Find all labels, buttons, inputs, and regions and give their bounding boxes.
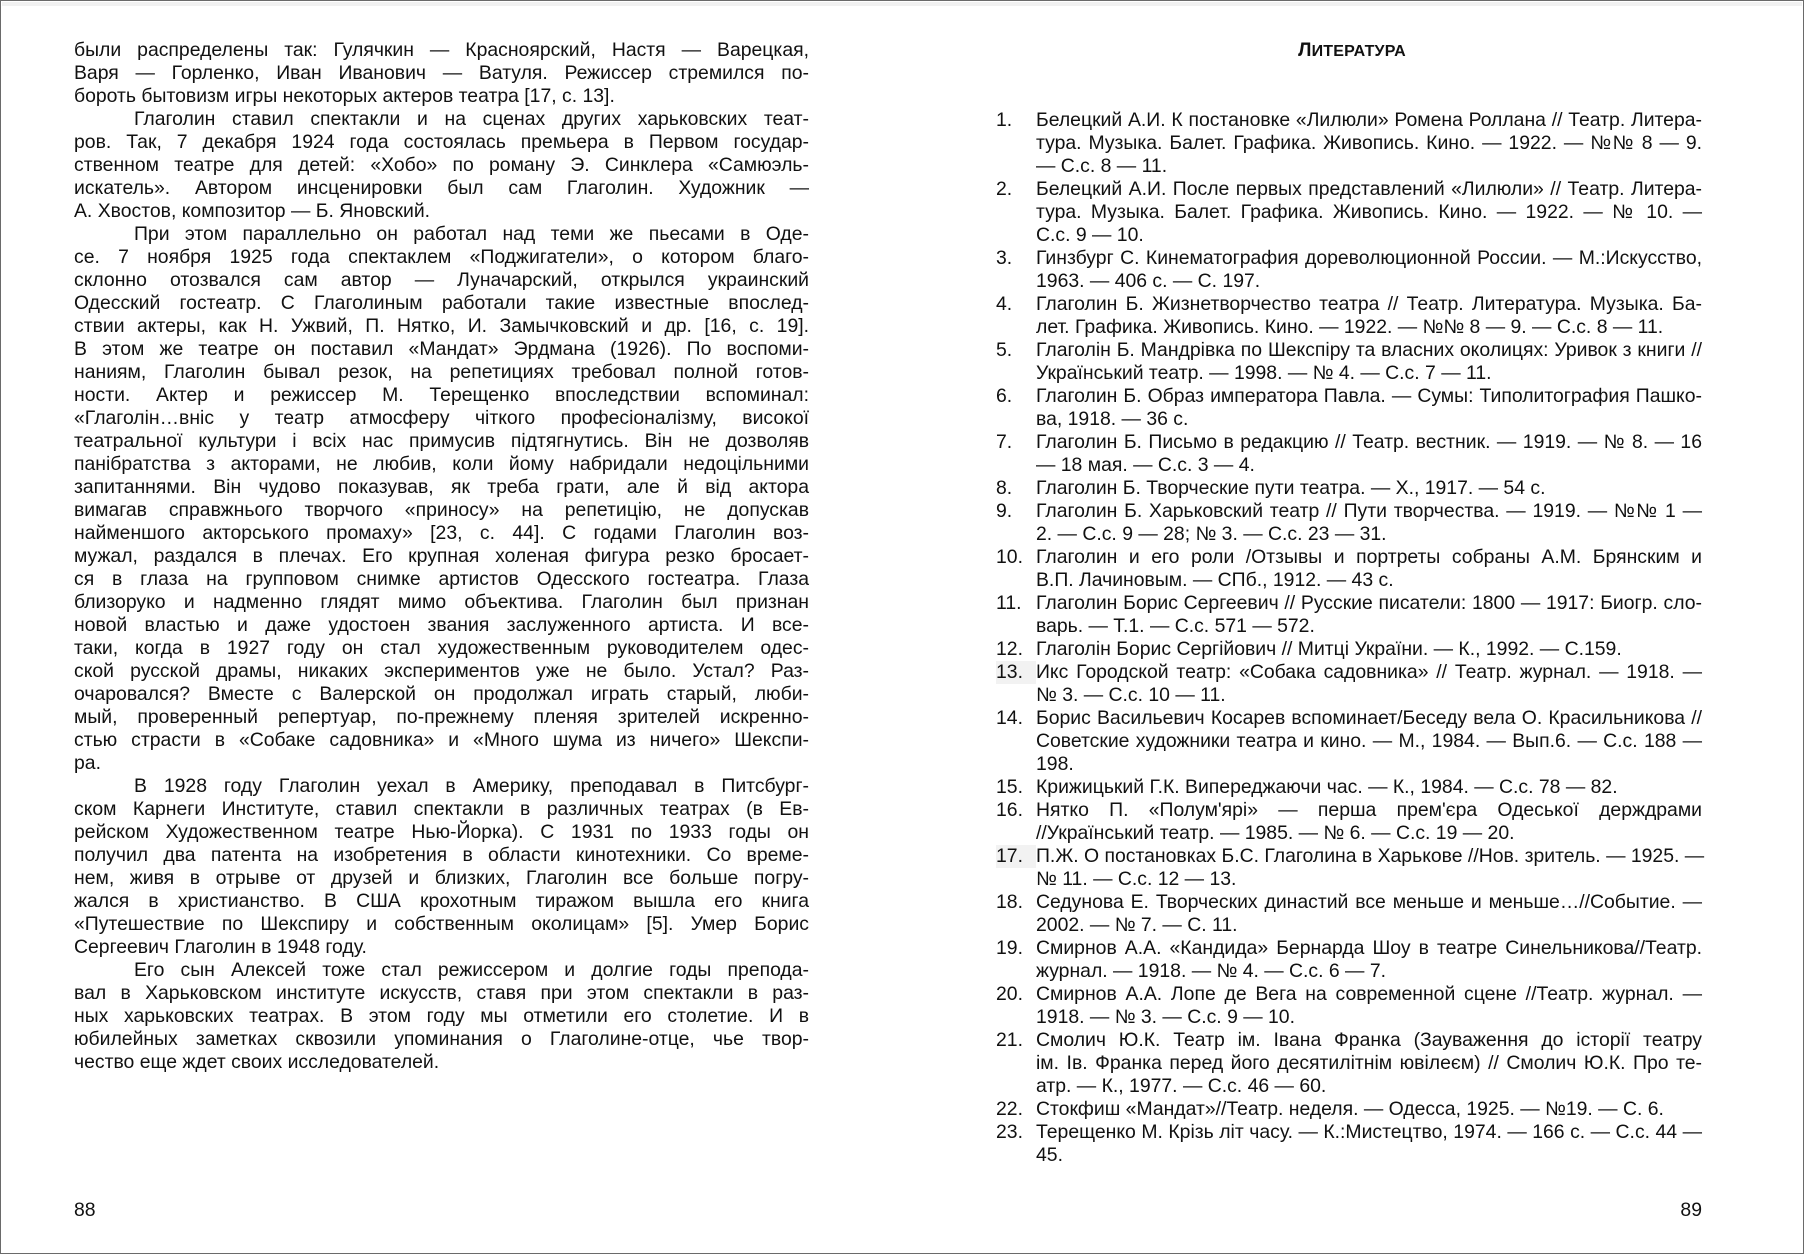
reference-number: 18. xyxy=(996,891,1023,913)
text-line: склонно отозвался сам автор — Луначарский, открылся украинский xyxy=(74,269,809,291)
text-line: ском Карнеги Институте, ставил спектакли в различных театрах (в Ев- xyxy=(74,798,809,820)
reference-line: Український театр. — 1998. — № 4. — С.с. 7 — 11. xyxy=(1036,362,1492,384)
reference-number: 14. xyxy=(996,707,1023,729)
reference-number: 15. xyxy=(996,776,1023,798)
reference-line: Смирнов А.А. Лопе де Вега на современной сцене //Театр. журнал. — xyxy=(1036,983,1702,1005)
reference-line: Нятко П. «Полум'ярі» — перша прем'єра Одеської держдрами xyxy=(1036,799,1702,821)
page-number-right: 89 xyxy=(1680,1199,1702,1221)
reference-number: 2. xyxy=(996,178,1013,200)
reference-line: 198. xyxy=(1036,753,1074,775)
text-line: близоруко и надменно глядят мимо объектива. Глаголин был признан xyxy=(74,591,809,613)
text-line: «Путешествие по Шекспиру и собственным околицам» [5]. Умер Борис xyxy=(74,913,809,935)
reference-line: С.с. 9 — 10. xyxy=(1036,224,1144,246)
reference-line: Смолич Ю.К. Театр ім. Івана Франка (Зауваження до історії театру xyxy=(1036,1029,1702,1051)
reference-item xyxy=(996,500,1702,546)
text-line: новой властью и даже удостоен звания заслуженного артиста. И все- xyxy=(74,614,809,636)
reference-item xyxy=(996,661,1702,707)
reference-item xyxy=(996,385,1702,431)
reference-item xyxy=(996,638,1702,661)
reference-line: ім. Ів. Франка перед його десятилітнім ювілеєм) // Смолич Ю.К. Про те- xyxy=(1036,1052,1702,1074)
reference-item xyxy=(996,247,1702,293)
reference-list xyxy=(996,109,1705,1167)
text-line: жался в христианство. В США крохотным тиражом вышла его книга xyxy=(74,890,809,912)
text-line: бороть бытовизм игры некоторых актеров театра [17, с. 13]. xyxy=(74,85,615,107)
text-line: В 1928 году Глаголин уехал в Америку, преподавал в Питсбург- xyxy=(134,775,809,797)
reference-number: 11. xyxy=(996,592,1022,614)
reference-item xyxy=(996,983,1702,1029)
reference-line: тура. Музыка. Балет. Графика. Живопись. Кино. — 1922. — № 10. — xyxy=(1036,201,1702,223)
reference-number: 20. xyxy=(996,983,1023,1005)
text-line: ности. Актер и режиссер М. Терещенко впоследствии вспоминал: xyxy=(74,384,809,406)
reference-line: Глаголин и его роли /Отзывы и портреты собраны А.М. Брянским и xyxy=(1036,546,1702,568)
reference-line: Глаголін Б. Мандрівка по Шекспіру та власних околицях: Уривок з книги // xyxy=(1036,339,1702,361)
text-line: Одесский гостеатр. С Глаголиным работали такие известные впослед- xyxy=(74,292,809,314)
reference-item xyxy=(996,799,1702,845)
heading-first-letter: Л xyxy=(1298,40,1312,61)
reference-item xyxy=(996,845,1705,891)
text-line: панібратства з акторами, не любив, коли йому набридали недоцільними xyxy=(74,453,809,475)
text-line: чество еще ждет своих исследователей. xyxy=(74,1051,440,1073)
reference-item xyxy=(996,592,1702,638)
reference-line: атр. — К., 1977. — С.с. 46 — 60. xyxy=(1036,1075,1327,1097)
reference-line: Борис Васильевич Косарев вспоминает/Беседу вела О. Красильникова // xyxy=(1036,707,1702,729)
body-text xyxy=(74,39,809,1074)
reference-line: № 3. — С.с. 10 — 11. xyxy=(1036,684,1226,706)
text-line: ской русской драмы, никаких экспериментов уже не было. Устал? Раз- xyxy=(74,660,809,682)
reference-item xyxy=(996,1029,1702,1098)
reference-line: В.П. Лачиновым. — СПб., 1912. — 43 с. xyxy=(1036,569,1394,591)
reference-number: 9. xyxy=(996,500,1013,522)
reference-item xyxy=(996,776,1702,799)
text-line: ров. Так, 7 декабря 1924 года состоялась премьера в Первом государ- xyxy=(74,131,809,153)
reference-line: варь. — Т.1. — С.с. 571 — 572. xyxy=(1036,615,1315,637)
reference-line: Терещенко М. Крізь літ часу. — К.:Мистецтво, 1974. — 166 с. — С.с. 44 — xyxy=(1036,1121,1702,1143)
reference-item xyxy=(996,546,1702,592)
reference-item xyxy=(996,1098,1702,1121)
text-line: мужал, раздался в плечах. Его крупная холеная фигура резко бросает- xyxy=(74,545,809,567)
reference-line: 2002. — № 7. — С. 11. xyxy=(1036,914,1238,936)
reference-number: 1. xyxy=(996,109,1013,131)
reference-number: 22. xyxy=(996,1098,1023,1120)
reference-line: 2. — С.с. 9 — 28; № 3. — С.с. 23 — 31. xyxy=(1036,523,1387,545)
reference-number: 10. xyxy=(996,546,1023,568)
text-line: «Глаголін…вніс у театр атмосферу чіткого професіоналізму, високої xyxy=(74,407,809,429)
text-line: вимагав справжнього творчого «приносу» на репетицію, не допускав xyxy=(74,499,809,521)
section-heading xyxy=(900,40,1804,62)
text-line: вал в Харьковском институте искусств, ставя при этом спектакли в раз- xyxy=(74,982,809,1004)
text-line: Его сын Алексей тоже стал режиссером и долгие годы препода- xyxy=(134,959,809,981)
reference-line: П.Ж. О постановках Б.С. Глаголина в Харькове //Нов. зритель. — 1925. — xyxy=(1036,845,1705,867)
reference-line: Глаголин Борис Сергеевич // Русские писатели: 1800 — 1917: Биогр. сло- xyxy=(1036,592,1702,614)
reference-number: 23. xyxy=(996,1121,1023,1143)
reference-item xyxy=(996,109,1702,178)
reference-line: Седунова Е. Творческих династий все меньше и меньше…//Событие. — xyxy=(1036,891,1702,913)
reference-line: журнал. — 1918. — № 4. — С.с. 6 — 7. xyxy=(1036,960,1387,982)
reference-line: № 11. — С.с. 12 — 13. xyxy=(1036,868,1237,890)
reference-line: — 18 мая. — С.с. 3 — 4. xyxy=(1036,454,1255,476)
text-line: Сергеевич Глаголин в 1948 году. xyxy=(74,936,367,958)
reference-number: 19. xyxy=(996,937,1023,959)
reference-number: 21. xyxy=(996,1029,1023,1051)
page-number-left: 88 xyxy=(74,1199,96,1221)
reference-line: Белецкий А.И. К постановке «Лилюли» Ромена Роллана // Театр. Литера- xyxy=(1036,109,1702,131)
text-line: очаровался? Вместе с Валерской он продолжал играть старый, люби- xyxy=(74,683,809,705)
reference-line: тура. Музыка. Балет. Графика. Живопись. Кино. — 1922. — №№ 8 — 9. xyxy=(1036,132,1702,154)
reference-number: 4. xyxy=(996,293,1013,315)
text-line: были распределены так: Гулячкин — Красноярский, Настя — Варецкая, xyxy=(74,39,809,61)
reference-number: 8. xyxy=(996,477,1013,499)
text-line: юбилейных заметках сквозили упоминания о Глаголине-отце, чье твор- xyxy=(74,1028,809,1050)
reference-line: Глаголин Б. Харьковский театр // Пути творчества. — 1919. — №№ 1 — xyxy=(1036,500,1702,522)
reference-number: 12. xyxy=(996,638,1023,660)
text-line: найменшого акторського промаху» [23, с. 44]. С годами Глаголин воз- xyxy=(74,522,809,544)
reference-line: Икс Городской театр: «Собака садовника» // Театр. журнал. — 1918. — xyxy=(1036,661,1702,683)
reference-line: — С.с. 8 — 11. xyxy=(1036,155,1168,177)
reference-number: 5. xyxy=(996,339,1013,361)
reference-line: 45. xyxy=(1036,1144,1063,1166)
text-line: таки, когда в 1927 году он стал художественным руководителем одес- xyxy=(74,637,809,659)
heading-rest: ИТЕРАТУРА xyxy=(1311,43,1406,60)
reference-line: Советские художники театра и кино. — М., 1984. — Вып.6. — С.с. 188 — xyxy=(1036,730,1702,752)
reference-item xyxy=(996,178,1702,247)
text-line: ся в глаза на групповом снимке артистов Одесского гостеатра. Глаза xyxy=(74,568,809,590)
reference-line: Глаголин Б. Жизнетворчество театра // Театр. Литература. Музыка. Ба- xyxy=(1036,293,1702,315)
reference-line: 1918. — № 3. — С.с. 9 — 10. xyxy=(1036,1006,1295,1028)
reference-number: 7. xyxy=(996,431,1013,453)
reference-number: 16. xyxy=(996,799,1023,821)
reference-line: 1963. — 406 с. — С. 197. xyxy=(1036,270,1261,292)
text-line: наниям, Глаголин бывал резок, на репетициях требовал полной готов- xyxy=(74,361,809,383)
reference-line: //Український театр. — 1985. — № 6. — С.с. 19 — 20. xyxy=(1036,822,1515,844)
reference-item xyxy=(996,937,1702,983)
text-line: стью страсти в «Собаке садовника» и «Много шума из ничего» Шекспи- xyxy=(74,729,809,751)
reference-item xyxy=(996,477,1702,500)
text-line: се. 7 ноября 1925 года спектаклем «Поджигатели», о котором благо- xyxy=(74,246,809,268)
reference-line: ва, 1918. — 36 с. xyxy=(1036,408,1189,430)
reference-item xyxy=(996,1121,1702,1167)
reference-line: Смирнов А.А. «Кандида» Бернарда Шоу в театре Синельникова//Театр. xyxy=(1036,937,1702,959)
reference-line: Глаголин Б. Письмо в редакцию // Театр. вестник. — 1919. — № 8. — 16 xyxy=(1036,431,1702,453)
right-page xyxy=(900,0,1804,1254)
reference-line: Крижицький Г.К. Випереджаючи час. — К., 1984. — С.с. 78 — 82. xyxy=(1036,776,1618,798)
reference-line: Глаголин Б. Творческие пути театра. — Х., 1917. — 54 с. xyxy=(1036,477,1546,499)
text-line: запитаннями. Він чудово показував, як треба грати, але й від актора xyxy=(74,476,809,498)
text-line: нем, живя в отрыве от друзей и близких, Глаголин все больше погру- xyxy=(74,867,809,889)
text-line: В этом же театре он поставил «Мандат» Эрдмана (1926). По воспоми- xyxy=(74,338,809,360)
text-line: ственном театре для детей: «Хобо» по роману Э. Синклера «Самюэль- xyxy=(74,154,809,176)
reference-item xyxy=(996,339,1702,385)
text-line: мый, проверенный репертуар, по-прежнему пленяя зрителей искренно- xyxy=(74,706,809,728)
reference-line: Белецкий А.И. После первых представлений «Лилюли» // Театр. Литера- xyxy=(1036,178,1702,200)
text-line: театральної культури і всіх нас примусив підтягнутись. Він не дозволяв xyxy=(74,430,809,452)
text-line: При этом параллельно он работал над теми же пьесами в Оде- xyxy=(134,223,809,245)
reference-item xyxy=(996,293,1702,339)
reference-number: 17. xyxy=(996,845,1036,868)
reference-line: Глаголин Б. Образ императора Павла. — Сумы: Типолитография Пашко- xyxy=(1036,385,1702,407)
reference-number: 13. xyxy=(996,661,1036,684)
reference-number: 3. xyxy=(996,247,1013,269)
reference-item xyxy=(996,431,1702,477)
text-line: ра. xyxy=(74,752,101,774)
reference-line: Стокфиш «Мандат»//Театр. неделя. — Одесса, 1925. — №19. — С. 6. xyxy=(1036,1098,1664,1120)
reference-number: 6. xyxy=(996,385,1013,407)
text-line: ных харьковских театрах. В этом году мы отметили его столетие. И в xyxy=(74,1005,809,1027)
reference-line: Гинзбург С. Кинематография дореволюционной России. — М.:Искусство, xyxy=(1036,247,1702,269)
text-line: Глаголин ставил спектакли и на сценах других харьковских теат- xyxy=(134,108,809,130)
reference-item xyxy=(996,707,1702,776)
reference-line: Глаголін Борис Сергійович // Митці України. — К., 1992. — С.159. xyxy=(1036,638,1622,660)
text-line: А. Хвостов, композитор — Б. Яновский. xyxy=(74,200,431,222)
text-line: рейском Художественном театре Нью-Йорка). С 1931 по 1933 годы он xyxy=(74,821,809,843)
reference-item xyxy=(996,891,1702,937)
text-line: получил два патента на изобретения в области кинотехники. Со време- xyxy=(74,844,809,866)
left-page xyxy=(0,0,900,1254)
text-line: искатель». Автором инсценировки был сам Глаголин. Художник — xyxy=(74,177,809,199)
text-line: ствии актеры, как Н. Ужвий, П. Нятко, И. Замычковский и др. [16, с. 19]. xyxy=(74,315,809,337)
text-line: Варя — Горленко, Иван Иванович — Ватуля. Режиссер стремился по- xyxy=(74,62,809,84)
reference-line: лет. Графика. Живопись. Кино. — 1922. — №№ 8 — 9. — С.с. 8 — 11. xyxy=(1036,316,1664,338)
